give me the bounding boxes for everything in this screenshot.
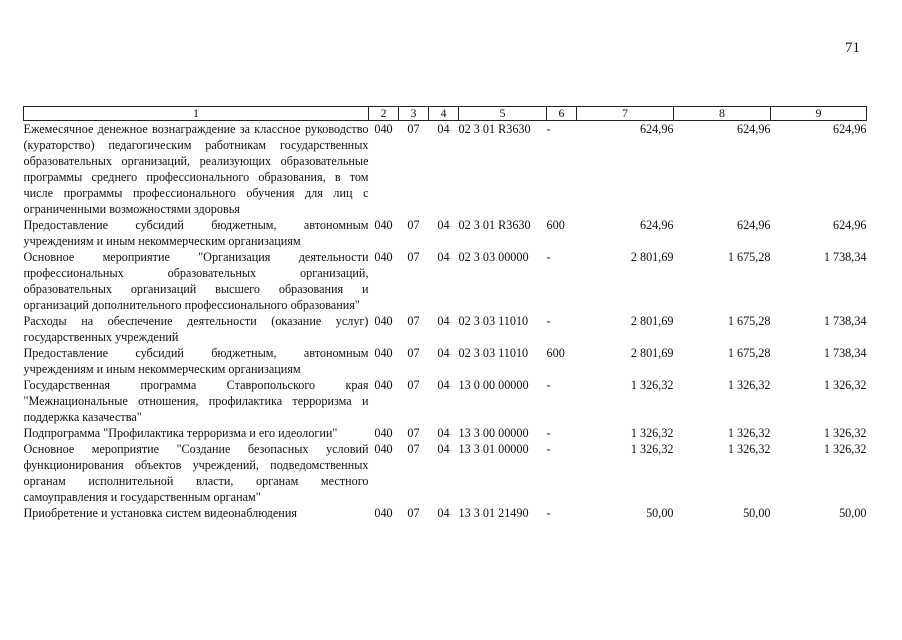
amount-year-3: 1 326,32 xyxy=(823,378,867,392)
ministry-code: 040 xyxy=(374,250,393,264)
subsection-code: 04 xyxy=(437,122,450,136)
amount-year-1: 2 801,69 xyxy=(630,314,674,328)
amount-year-3: 624,96 xyxy=(832,218,867,232)
target-article-code: 02 3 01 R3630 xyxy=(458,218,531,232)
amount-year-3: 50,00 xyxy=(839,506,867,520)
amount-year-1: 1 326,32 xyxy=(630,442,674,456)
amount-year-1: 50,00 xyxy=(646,506,674,520)
table-row xyxy=(24,217,867,249)
amount-year-2: 1 675,28 xyxy=(727,314,771,328)
section-code: 07 xyxy=(407,378,420,392)
header-row xyxy=(24,107,867,121)
table-row xyxy=(24,505,867,521)
target-article-code: 13 3 01 21490 xyxy=(458,506,529,520)
amount-year-1: 2 801,69 xyxy=(630,250,674,264)
target-article-code: 02 3 01 R3630 xyxy=(458,122,531,136)
row-description: Предоставление субсидий бюджетным, автономным учреждениям и иным некоммерческим организациям xyxy=(23,346,369,376)
expense-type-code: - xyxy=(546,250,551,264)
subsection-code: 04 xyxy=(437,314,450,328)
ministry-code: 040 xyxy=(374,218,393,232)
column-header-5: 5 xyxy=(459,107,547,121)
amount-year-3: 1 326,32 xyxy=(823,426,867,440)
amount-year-2: 1 326,32 xyxy=(727,426,771,440)
subsection-code: 04 xyxy=(437,442,450,456)
page-number: 71 xyxy=(845,40,860,56)
amount-year-1: 2 801,69 xyxy=(630,346,674,360)
row-description: Основное мероприятие "Организация деятельности профессиональных образовательных организаций, образовательных организаций высшего образования и организаций дополнительного профессионального образования" xyxy=(23,250,369,312)
subsection-code: 04 xyxy=(437,378,450,392)
column-header-6: 6 xyxy=(547,107,577,121)
amount-year-1: 624,96 xyxy=(639,218,674,232)
amount-year-2: 1 326,32 xyxy=(727,442,771,456)
ministry-code: 040 xyxy=(374,378,393,392)
expense-type-code: - xyxy=(546,378,551,392)
table-row xyxy=(24,345,867,377)
expense-type-code: 600 xyxy=(546,346,565,360)
column-header-3: 3 xyxy=(399,107,429,121)
expense-type-code: - xyxy=(546,122,551,136)
amount-year-1: 624,96 xyxy=(639,122,674,136)
row-description: Приобретение и установка систем видеонаблюдения xyxy=(23,506,297,520)
section-code: 07 xyxy=(407,426,420,440)
target-article-code: 13 3 01 00000 xyxy=(458,442,529,456)
amount-year-3: 624,96 xyxy=(832,122,867,136)
table-row xyxy=(24,425,867,441)
expense-type-code: - xyxy=(546,426,551,440)
column-header-2: 2 xyxy=(369,107,399,121)
column-header-8: 8 xyxy=(674,107,771,121)
amount-year-2: 1 675,28 xyxy=(727,346,771,360)
target-article-code: 13 3 00 00000 xyxy=(458,426,529,440)
target-article-code: 02 3 03 11010 xyxy=(458,314,529,328)
section-code: 07 xyxy=(407,314,420,328)
column-header-7: 7 xyxy=(577,107,674,121)
row-description: Расходы на обеспечение деятельности (оказание услуг) государственных учреждений xyxy=(23,314,369,344)
subsection-code: 04 xyxy=(437,506,450,520)
subsection-code: 04 xyxy=(437,426,450,440)
subsection-code: 04 xyxy=(437,346,450,360)
target-article-code: 02 3 03 11010 xyxy=(458,346,529,360)
table-row xyxy=(24,249,867,313)
amount-year-2: 624,96 xyxy=(736,122,771,136)
amount-year-2: 1 326,32 xyxy=(727,378,771,392)
amount-year-3: 1 738,34 xyxy=(823,346,867,360)
subsection-code: 04 xyxy=(437,250,450,264)
column-header-4: 4 xyxy=(429,107,459,121)
table-row xyxy=(24,377,867,425)
row-description: Ежемесячное денежное вознаграждение за классное руководство (кураторство) педагогическим работникам государственных образовательных организаций, реализующих образовательные программы среднего профессионального образования, в том числе программы профессионального обучения для лиц с ограниченными возможностями здоровья xyxy=(23,122,369,216)
row-description: Подпрограмма "Профилактика терроризма и его идеологии" xyxy=(23,426,338,440)
target-article-code: 02 3 03 00000 xyxy=(458,250,529,264)
amount-year-3: 1 738,34 xyxy=(823,314,867,328)
expense-type-code: - xyxy=(546,442,551,456)
row-description: Государственная программа Ставропольского края "Межнациональные отношения, профилактика терроризма и поддержка казачества" xyxy=(23,378,369,424)
target-article-code: 13 0 00 00000 xyxy=(458,378,529,392)
ministry-code: 040 xyxy=(374,346,393,360)
ministry-code: 040 xyxy=(374,442,393,456)
amount-year-3: 1 738,34 xyxy=(823,250,867,264)
table-row xyxy=(24,441,867,505)
section-code: 07 xyxy=(407,442,420,456)
amount-year-3: 1 326,32 xyxy=(823,442,867,456)
expense-type-code: - xyxy=(546,506,551,520)
amount-year-1: 1 326,32 xyxy=(630,378,674,392)
expense-type-code: 600 xyxy=(546,218,565,232)
row-description: Основное мероприятие "Создание безопасных условий функционирования объектов учреждений, подведомственных органам исполнительной власти, органам местного самоуправления и государственным органам" xyxy=(23,442,369,504)
row-description: Предоставление субсидий бюджетным, автономным учреждениям и иным некоммерческим организациям xyxy=(23,218,369,248)
amount-year-2: 50,00 xyxy=(743,506,771,520)
ministry-code: 040 xyxy=(374,314,393,328)
table-row xyxy=(24,121,867,218)
column-header-1: 1 xyxy=(24,107,369,121)
amount-year-2: 1 675,28 xyxy=(727,250,771,264)
amount-year-1: 1 326,32 xyxy=(630,426,674,440)
expense-type-code: - xyxy=(546,314,551,328)
section-code: 07 xyxy=(407,346,420,360)
ministry-code: 040 xyxy=(374,122,393,136)
section-code: 07 xyxy=(407,250,420,264)
table-row xyxy=(24,313,867,345)
section-code: 07 xyxy=(407,218,420,232)
subsection-code: 04 xyxy=(437,218,450,232)
section-code: 07 xyxy=(407,122,420,136)
ministry-code: 040 xyxy=(374,426,393,440)
column-header-9: 9 xyxy=(771,107,867,121)
amount-year-2: 624,96 xyxy=(736,218,771,232)
ministry-code: 040 xyxy=(374,506,393,520)
section-code: 07 xyxy=(407,506,420,520)
budget-table xyxy=(23,106,867,521)
